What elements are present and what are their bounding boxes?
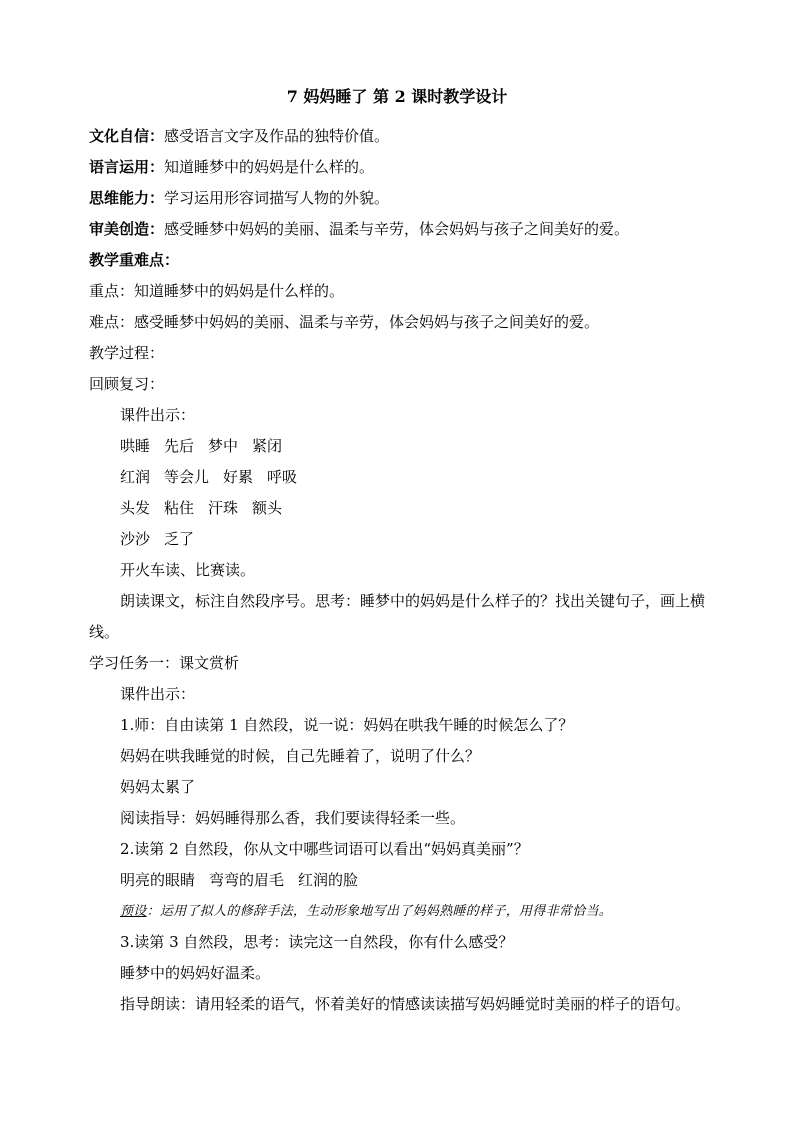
difficulty: 难点：感受睡梦中妈妈的美丽、温柔与辛劳，体会妈妈与孩子之间美好的爱。 [89,313,600,331]
goal-label: 审美创造： [89,220,165,238]
goal-label: 语言运用： [89,158,165,176]
preset-note [89,896,709,927]
beauty-word: 红润的脸 [298,871,359,889]
read-text-paragraph: 朗读课文，标注自然段序号。思考：睡梦中的妈妈是什么样子的？找出关键句子，画上横线。 [89,592,706,641]
task1-line: 妈妈在哄我睡觉的时候，自己先睡着了，说明了什么？ [120,747,481,765]
vocab-word: 乏了 [164,530,195,548]
word-row [89,524,709,555]
goal-text: 知道睡梦中的妈妈是什么样的。 [164,158,375,176]
vocab-word: 粘住 [164,499,195,517]
task1-question-3: 3.读第 3 自然段，思考：读完这一自然段，你有什么感受？ [120,933,514,951]
key-points-heading: 教学重难点： [89,251,180,269]
goal-text: 感受语言文字及作品的独特价值。 [164,127,390,145]
word-row [89,493,709,524]
vocab-word: 沙沙 [120,530,151,548]
review-heading: 回顾复习： [89,375,165,393]
key-point: 重点：知道睡梦中的妈妈是什么样的。 [89,282,345,300]
vocab-word: 额头 [252,499,283,517]
guide-reading-paragraph: 指导朗读：请用轻柔的语气，怀着美好的情感读读描写妈妈睡觉时美丽的样子的语句。 [120,995,691,1013]
vocab-word: 好累 [223,468,254,486]
goal-text: 感受睡梦中妈妈的美丽、温柔与辛劳，体会妈妈与孩子之间美好的爱。 [164,220,630,238]
word-row [89,462,709,493]
goal-aesthetic [89,214,709,245]
process-heading: 教学过程： [89,344,165,362]
beauty-words-row [89,865,709,896]
task1-question-2: 2.读第 2 自然段，你从文中哪些词语可以看出“妈妈真美丽”？ [120,840,529,858]
task1-reading-guide: 阅读指导：妈妈睡得那么香，我们要读得轻柔一些。 [120,809,466,827]
vocab-word: 头发 [120,499,151,517]
vocab-word: 红润 [120,468,151,486]
task1-heading: 学习任务一：课文赏析 [89,654,240,672]
document-body [89,121,709,1020]
vocab-word: 哄睡 [120,437,151,455]
vocab-word: 梦中 [208,437,239,455]
beauty-word: 弯弯的眉毛 [209,871,285,889]
goal-culture [89,121,709,152]
word-row [89,431,709,462]
goal-label: 文化自信： [89,127,165,145]
task1-question-1: 1.师：自由读第 1 自然段，说一说：妈妈在哄我午睡的时候怎么了？ [120,716,574,734]
vocab-word: 呼吸 [267,468,298,486]
task1-line: 妈妈太累了 [120,778,196,796]
vocab-word: 紧闭 [252,437,283,455]
vocab-word: 汗珠 [208,499,239,517]
preset-text: ：运用了拟人的修辞手法，生动形象地写出了妈妈熟睡的样子，用得非常恰当。 [146,904,613,919]
goal-text: 学习运用形容词描写人物的外貌。 [164,189,390,207]
goal-language [89,152,709,183]
review-courseware: 课件出示： [120,406,196,424]
vocab-word: 等会儿 [164,468,210,486]
task1-courseware: 课件出示： [120,685,196,703]
task1-line: 睡梦中的妈妈好温柔。 [120,964,271,982]
goal-label: 思维能力： [89,189,165,207]
preset-label: 预设 [120,904,147,919]
beauty-word: 明亮的眼睛 [120,871,196,889]
goal-thinking [89,183,709,214]
document-title: 7 妈妈睡了 第 2 课时教学设计 [286,87,508,106]
review-reading: 开火车读、比赛读。 [120,561,256,579]
vocab-word: 先后 [164,437,195,455]
